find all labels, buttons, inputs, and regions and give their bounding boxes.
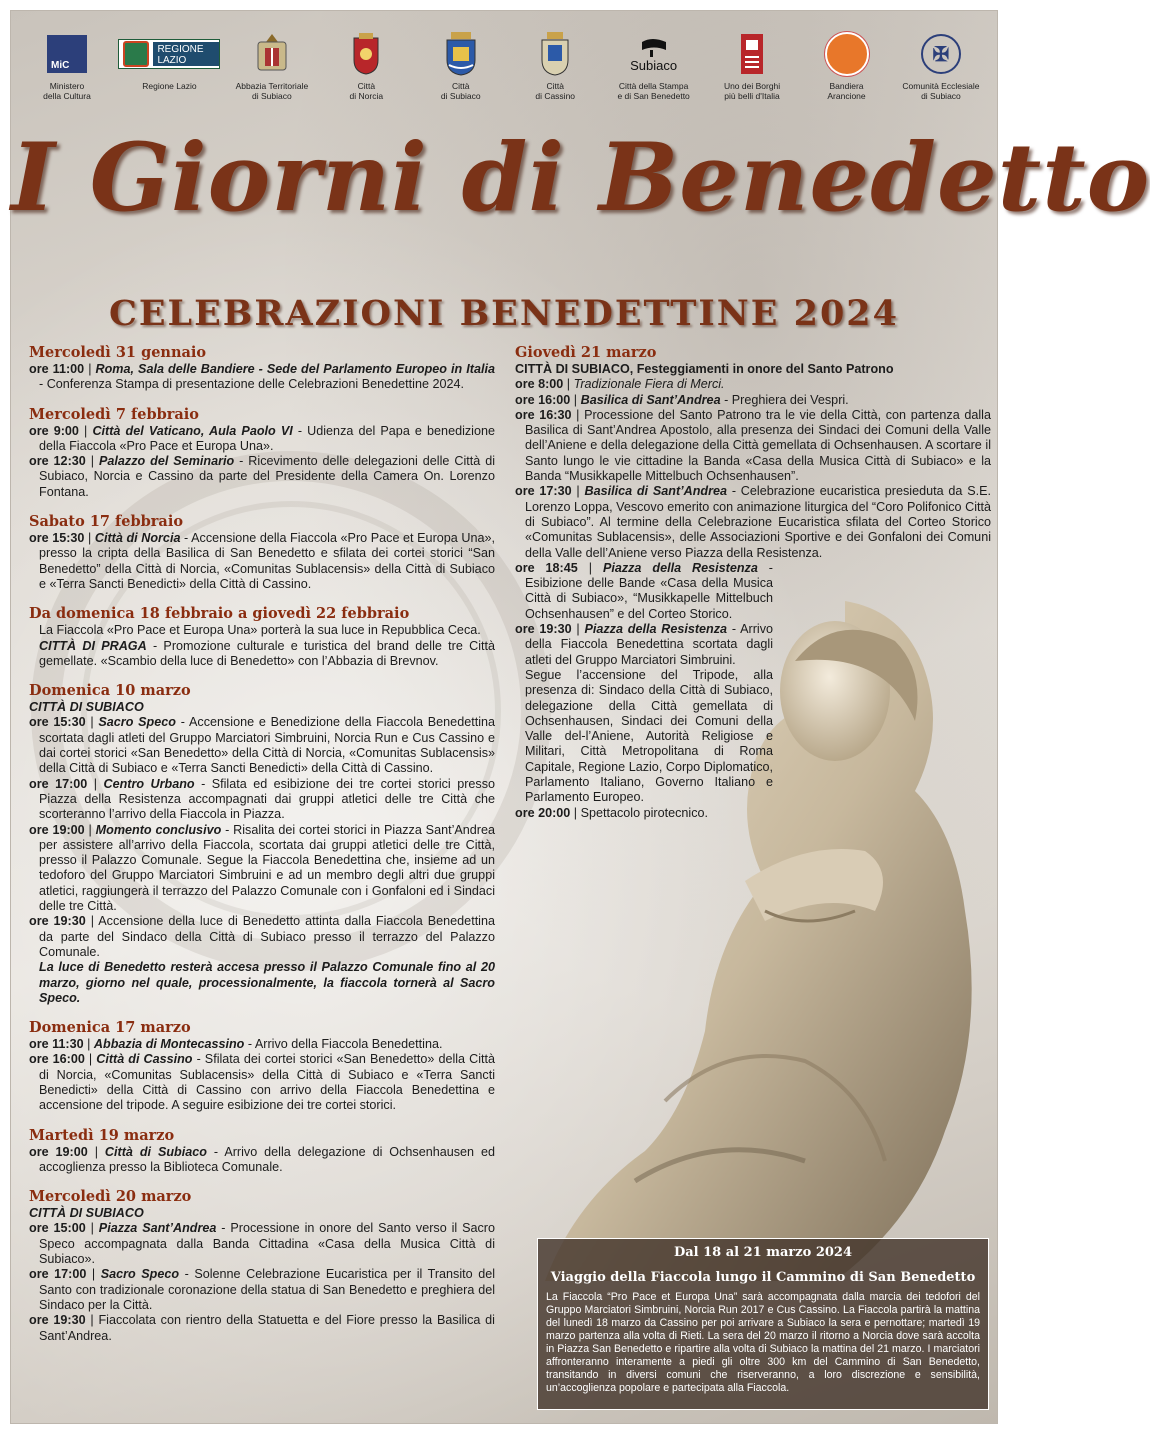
event-item: ore 9:00 | Città del Vaticano, Aula Paolo VI - Udienza del Papa e benedizione della Fiaccola «Pro Pace et Europa Una». [29,423,495,453]
day-block [29,1127,495,1176]
poster [10,10,1150,1424]
narrow-events [515,561,773,821]
logo-cassino [511,31,599,119]
day-location: CITTÀ DI SUBIACO [29,1206,144,1221]
event-item: ore 17:00 | Centro Urbano - Sfilata ed esibizione dei tre cortei storici presso Piazza della Resistenza accompagnati dai gruppi atletici delle tre Città che scorteranno l’arrivo della Fiaccola in Piazza. [29,776,495,822]
schedule-right-column [515,344,991,821]
cassino-crest-icon [538,31,572,77]
event-item: ore 15:30 | Città di Norcia - Accensione della Fiaccola «Pro Pace et Europa Una», presso la cripta della Basilica di San Benedetto e sfilata dei cortei storici “San Benedetto” della Città di Norcia, «Comunitas Sublacensis» della Città di Subiaco e «Terra Sancti Benedicti» della Città di Cassino. [29,531,495,591]
event-item: ore 19:00 | Città di Subiaco - Arrivo della delegazione di Ochsenhausen ed accoglienza presso la Biblioteca Comunale. [29,1144,495,1174]
logo-caption: Abbazia Territoriale di Subiaco [235,81,309,101]
event-note: La luce di Benedetto resterà accesa presso il Palazzo Comunale fino al 20 marzo, giorno nel quale, processionalmente, la fiaccola tornerà al Sacro Speco. [39,960,495,1005]
logo-caption: Bandiera Arancione [827,81,866,101]
box-date: Dal 18 al 21 marzo 2024 [673,1245,853,1260]
day-heading: Martedì 19 marzo [29,1126,175,1144]
day-block [29,605,495,669]
logo-comunita-ecclesiale [897,31,985,119]
event-item: ore 11:00 | Roma, Sala delle Bandiere - Sede del Parlamento Europeo in Italia - Conferenza Stampa di presentazione delle Celebrazioni Benedettine 2024. [29,362,495,392]
day-heading: Mercoledì 7 febbraio [29,405,199,423]
event-item: CITTÀ DI PRAGA - Promozione culturale e turistica del brand delle tre Città gemellate. «Scambio della luce di Benedetto» con l’Abbazia di Brevnov. [39,638,496,668]
event-item: ore 15:30 | Sacro Speco - Accensione e Benedizione della Fiaccola Benedettina scortata dagli atleti del Gruppo Marciatori Simbruini, Norcia Run e Cus Cassino e dai cortei storici «San Benedetto» della Città di Norcia, «Comunitas Sublacensis» della Città di Subiaco e «Terra Sancti Benedicti» della Città di Cassino. [29,715,495,776]
logo-borghi [708,31,796,119]
logo-subiaco-stampa [606,31,702,119]
logo-caption: Città di Norcia [349,81,384,101]
day-block [29,682,495,1006]
logo-caption: Uno dei Borghi più belli d'Italia [723,81,781,101]
event-item: ore 19:30 | Piazza della Resistenza - Arrivo della Fiaccola Benedettina scortata dagli atleti del Gruppo Marciatori Simbruini. [515,622,774,667]
subiaco-press-logo-icon [640,36,668,58]
event-item: ore 16:00 | Città di Cassino - Sfilata dei cortei storici «San Benedetto» della Città di Norcia, «Comunitas Sublacensis» della Città di Subiaco e «Terra Sancti Benedicti» della Città di Cassino con arrivo della Fiaccola Benedettina e accensione del tripode. A seguire esibizione dei tre cortei storici. [29,1052,495,1113]
box-title: Viaggio della Fiaccola lungo il Cammino di San Benedetto [550,1270,976,1285]
day-block [29,513,495,592]
norcia-crest-icon [349,32,383,76]
day-heading: Domenica 10 marzo [29,682,191,700]
mic-logo-icon: MiC [47,35,87,73]
torch-journey-box [537,1238,989,1410]
box-text: La Fiaccola “Pro Pace et Europa Una” sarà accompagnata dalla marcia dei tedofori del Gruppo Marciatori Simbruini, Norcia Run 2017 e Cus Cassino. La Fiaccola partirà la mattina del lunedì 18 marzo da Cassino per poi arrivare a Subiaco la sera e pernottare; martedì 19 marzo partenza alla volta di Rieti. La sera del 20 marzo il ritorno a Norcia dove sarà accolta in Piazza San Benedetto e ripartire alla volta di Subiaco la mattina del 21 marzo. I marciatori affronteranno interamente a piedi gli oltre 300 km del Cammino di San Benedetto, transitando in diversi comuni che riserveranno, a loro discrezione e sensibilità, un’accoglienza popolare e partecipata alla Fiaccola. [546,1291,980,1394]
bandiera-arancione-icon [825,32,869,76]
day-heading: Domenica 17 marzo [29,1019,191,1037]
abbazia-subiaco-crest-icon [252,32,292,76]
event-item: ore 16:00 | Basilica di Sant’Andrea - Preghiera dei Vespri. [515,392,849,407]
day-heading: Mercoledì 20 marzo [29,1188,192,1206]
event-item: ore 20:00 | Spettacolo pirotecnico. [515,805,709,820]
event-item: La Fiaccola «Pro Pace et Europa Una» porterà la sua luce in Repubblica Ceca. [39,623,481,638]
page-title: I Giorni di Benedetto [11,123,1150,233]
logo-abbazia [228,31,316,119]
day-heading: Giovedì 21 marzo [515,344,657,361]
comunita-ecclesiale-icon: ✠ [921,34,961,74]
day-block [29,406,495,500]
subiaco-crest-icon [443,31,479,77]
borghi-logo-icon [739,32,765,76]
day-heading: Mercoledì 31 gennaio [29,344,207,361]
logo-bar [23,31,985,119]
day-location: CITTÀ DI SUBIACO, Festeggiamenti in onore del Santo Patrono [515,362,894,376]
page-subtitle: CELEBRAZIONI BENEDETTINE 2024 [108,293,900,334]
logo-caption: Città della Stampa e di San Benedetto [617,81,690,101]
subiaco-wordmark: Subiaco [630,57,678,73]
logo-caption: Città di Subiaco [440,81,481,101]
day-block [29,1188,495,1344]
event-item: ore 15:00 | Piazza Sant’Andrea - Processione in onore del Santo verso il Sacro Speco accompagnata dalla Banda Cittadina «Casa della Musica Città di Subiaco». [29,1221,495,1267]
logo-caption: Città di Cassino [535,81,576,101]
event-item: ore 19:30 | Accensione della luce di Benedetto attinta dalla Fiaccola Benedettina da parte del Sindaco della Città di Subiaco presso il terrazzo del Palazzo Comunale. [29,914,495,959]
logo-caption: Comunità Ecclesiale di Subiaco [902,81,980,101]
logo-caption: Ministero della Cultura [43,81,91,101]
event-item: ore 19:30 | Fiaccolata con rientro della Statuetta e del Fiore presso la Basilica di Sant’Andrea. [29,1313,495,1343]
event-item: ore 16:30 | Processione del Santo Patrono tra le vie della Città, con partenza dalla Basilica di Sant’Andrea Apostolo, alla presenza dei Sindaci dei Comuni della Valle dell’Aniene e della delegazione della Città gemellata di Ochsenhausen. A scortare il Santo lungo le vie cittadine la Banda «Casa della Musica Città di Subiaco» e la Banda “Musikkapelle Mittelbuch Ochsenhausen”. [515,407,991,484]
schedule-left-column [29,344,495,1357]
logo-norcia [322,31,410,119]
event-item: ore 8:00 | Tradizionale Fiera di Merci. [515,377,725,392]
day-location: CITTÀ DI SUBIACO [29,700,144,715]
event-item: Segue l’accensione del Tripode, alla presenza di: Sindaco della Città di Subiaco, delegazione della Città gemellata di Ochsenhausen, Sindaci dei Comuni della Valle del-l’Aniene, Autorità Religiose e Militari, Città Metropolitana di Roma Capitale, Regione Lazio, Corpo Diplomatico, Parlamento Italiano, Governo Italiano e Parlamento Europeo. [525,667,773,805]
logo-subiaco [417,31,505,119]
regione-lazio-logo-icon: REGIONE LAZIO [118,39,220,69]
event-item: ore 11:30 | Abbazia di Montecassino - Arrivo della Fiaccola Benedettina. [29,1037,443,1052]
day-block [29,1019,495,1113]
day-heading: Da domenica 18 febbraio a giovedì 22 febbraio [29,605,410,623]
event-item: ore 12:30 | Palazzo del Seminario - Ricevimento delle delegazioni delle Città di Subiaco, Norcia e Cassino da parte del Presidente della Camera On. Lorenzo Fontana. [29,454,496,499]
day-heading: Sabato 17 febbraio [29,513,183,531]
event-item: ore 19:00 | Momento conclusivo - Risalita dei cortei storici in Piazza Sant’Andrea per assistere all’arrivo della Fiaccola, scortata dai gruppi atletici delle tre Città, presso il Palazzo Comunale. Segue la Fiaccola Benedettina che, insieme ad un tedoforo del Gruppo Marciatori Simbruini e ad un membro degli altri due gruppi atletici, raggiungerà il terrazzo del Palazzo Comunale con i Gonfaloni ed i Sindaci delle tre Città. [29,822,495,914]
event-item: ore 17:30 | Basilica di Sant’Andrea - Celebrazione eucaristica presieduta da S.E. Lorenzo Loppa, Vescovo emerito con animazione liturgica del “Coro Polifonico Città di Subiaco”. Al termine della Celebrazione Eucaristica sfilata del Corteo Storico «Comunitas Sublacensis», delle Associazioni Sportive e dei Gonfaloni dei Comuni della Valle dell’Aniene verso Piazza della Resistenza. [515,484,991,560]
logo-regione-lazio [117,31,221,119]
event-item: ore 17:00 | Sacro Speco - Solenne Celebrazione Eucaristica per il Transito del Santo con tradizionale coronazione della statua di San Benedetto e preghiera del Sindaco per la Città. [29,1267,496,1312]
logo-bandiera-arancione [803,31,891,119]
day-block [29,344,495,393]
event-item: ore 18:45 | Piazza della Resistenza - Esibizione delle Bande «Casa della Musica Città di Subiaco», “Musikkapelle Mittelbuch Ochsenhausen” e del Corteo Storico. [515,560,773,621]
logo-caption: Regione Lazio [142,81,197,91]
logo-mic [23,31,111,119]
